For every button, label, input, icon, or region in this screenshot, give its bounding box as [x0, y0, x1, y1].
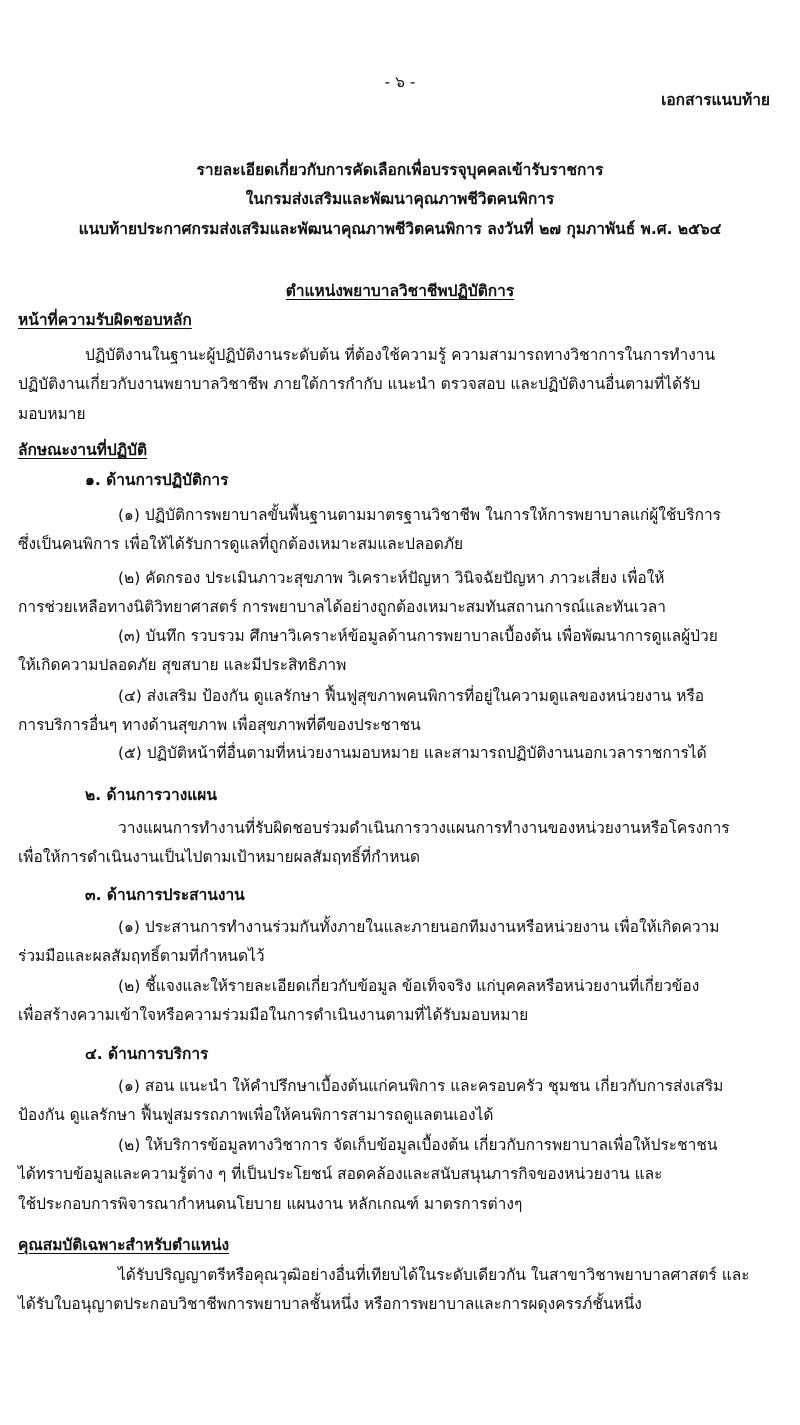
section-4-line: (๑) สอน แนะนำ ให้คำปรึกษาเบื้องต้นแก่คนพิการ และครอบครัว ชุมชน เกี่ยวกับการส่งเสริม — [118, 1077, 724, 1095]
section-1-line: การช่วยเหลือทางนิติวิทยาศาสตร์ การพยาบาลได้อย่างถูกต้องเหมาะสมทันสถานการณ์และทันเวลา — [18, 598, 666, 616]
section-1-line: (๔) ส่งเสริม ป้องกัน ดูแลรักษา ฟื้นฟูสุขภาพคนพิการที่อยู่ในความดูแลของหน่วยงาน หรือ — [118, 687, 705, 705]
title-line-1: รายละเอียดเกี่ยวกับการคัดเลือกเพื่อบรรจุบุคคลเข้ารับราชการ — [196, 161, 604, 179]
section-1-line: (๒) คัดกรอง ประเมินภาวะสุขภาพ วิเคราะห์ปัญหา วินิจฉัยปัญหา ภาวะเสี่ยง เพื่อให้ — [118, 569, 665, 587]
section-3-line: ร่วมมือและผลสัมฤทธิ์ตามที่กำหนดไว้ — [18, 947, 265, 965]
section-3-line: เพื่อสร้างความเข้าใจหรือความร่วมมือในการดำเนินงานตามที่ได้รับมอบหมาย — [18, 1006, 529, 1024]
title-line-3: แนบท้ายประกาศกรมส่งเสริมและพัฒนาคุณภาพชีวิตคนพิการ ลงวันที่ ๒๗ กุมภาพันธ์ พ.ศ. ๒๕๖๔ — [78, 220, 722, 238]
section-3-line: (๒) ชี้แจงและให้รายละเอียดเกี่ยวกับข้อมูล ข้อเท็จจริง แก่บุคคลหรือหน่วยงานที่เกี่ยวข้อง — [118, 977, 700, 995]
section-3-line: (๑) ประสานการทำงานร่วมกันทั้งภายในและภายนอกทีมงานหรือหน่วยงาน เพื่อให้เกิดความ — [118, 918, 720, 936]
section-2-line: เพื่อให้การดำเนินงานเป็นไปตามเป้าหมายผลสัมฤทธิ์ที่กำหนด — [18, 848, 421, 866]
section-1-heading: ๑. ด้านการปฏิบัติการ — [85, 471, 229, 489]
page-number: - ๖ - — [384, 73, 416, 91]
duties-line: ปฏิบัติงานในฐานะผู้ปฏิบัติงานระดับต้น ที่ต้องใช้ความรู้ ความสามารถทางวิชาการในการทำงาน — [85, 346, 716, 364]
title-line-2: ในกรมส่งเสริมและพัฒนาคุณภาพชีวิตคนพิการ — [245, 190, 555, 208]
section-3-heading: ๓. ด้านการประสานงาน — [85, 886, 245, 904]
qualifications-line: ได้รับใบอนุญาตประกอบวิชาชีพการพยาบาลชั้นหนึ่ง หรือการพยาบาลและการผดุงครรภ์ชั้นหนึ่ง — [18, 1295, 642, 1313]
section-4-heading: ๔. ด้านการบริการ — [85, 1045, 209, 1063]
section-1-line: (๕) ปฏิบัติหน้าที่อื่นตามที่หน่วยงานมอบหมาย และสามารถปฏิบัติงานนอกเวลาราชการได้ — [118, 744, 707, 762]
qualifications-line: ได้รับปริญญาตรีหรือคุณวุฒิอย่างอื่นที่เทียบได้ในระดับเดียวกัน ในสาขาวิชาพยาบาลศาสตร์ และ — [118, 1266, 750, 1284]
section-1-line: ซึ่งเป็นคนพิการ เพื่อให้ได้รับการดูแลที่ถูกต้องเหมาะสมและปลอดภัย — [18, 535, 464, 553]
position-title: ตำแหน่งพยาบาลวิชาชีพปฏิบัติการ — [285, 282, 515, 300]
qualifications-heading: คุณสมบัติเฉพาะสำหรับตำแหน่ง — [18, 1236, 230, 1254]
duties-line: ปฏิบัติงานเกี่ยวกับงานพยาบาลวิชาชีพ ภายใต้การกำกับ แนะนำ ตรวจสอบ และปฏิบัติงานอื่นตามที่ได้รับ — [18, 375, 701, 393]
section-4-line: ใช้ประกอบการพิจารณากำหนดนโยบาย แผนงาน หลักเกณฑ์ มาตรการต่างๆ — [18, 1195, 523, 1213]
section-4-line: (๒) ให้บริการข้อมูลทางวิชาการ จัดเก็บข้อมูลเบื้องต้น เกี่ยวกับการพยาบาลเพื่อให้ประชาชน — [118, 1136, 718, 1154]
section-4-line: ได้ทราบข้อมูลและความรู้ต่าง ๆ ที่เป็นประโยชน์ สอดคล้องและสนับสนุนภารกิจของหน่วยงาน และ — [18, 1165, 663, 1183]
section-1-line: ให้เกิดความปลอดภัย สุขสบาย และมีประสิทธิภาพ — [18, 656, 347, 674]
duties-heading: หน้าที่ความรับผิดชอบหลัก — [18, 311, 192, 329]
section-1-line: (๑) ปฏิบัติการพยาบาลขั้นพื้นฐานตามมาตรฐานวิชาชีพ ในการให้การพยาบาลแก่ผู้ใช้บริการ — [118, 506, 722, 524]
work-heading: ลักษณะงานที่ปฏิบัติ — [18, 441, 148, 459]
section-1-line: การบริการอื่นๆ ทางด้านสุขภาพ เพื่อสุขภาพที่ดีของประชาชน — [18, 716, 421, 734]
section-2-heading: ๒. ด้านการวางแผน — [85, 786, 217, 804]
attachment-label: เอกสารแนบท้าย — [661, 91, 770, 109]
section-1-line: (๓) บันทึก รวบรวม ศึกษาวิเคราะห์ข้อมูลด้านการพยาบาลเบื้องต้น เพื่อพัฒนาการดูแลผู้ป่วย — [118, 627, 718, 645]
section-2-line: วางแผนการทำงานที่รับผิดชอบร่วมดำเนินการวางแผนการทำงานของหน่วยงานหรือโครงการ — [118, 819, 730, 837]
duties-line: มอบหมาย — [18, 405, 86, 423]
section-4-line: ป้องกัน ดูแลรักษา ฟื้นฟูสมรรถภาพเพื่อให้คนพิการสามารถดูแลตนเองได้ — [18, 1106, 494, 1124]
